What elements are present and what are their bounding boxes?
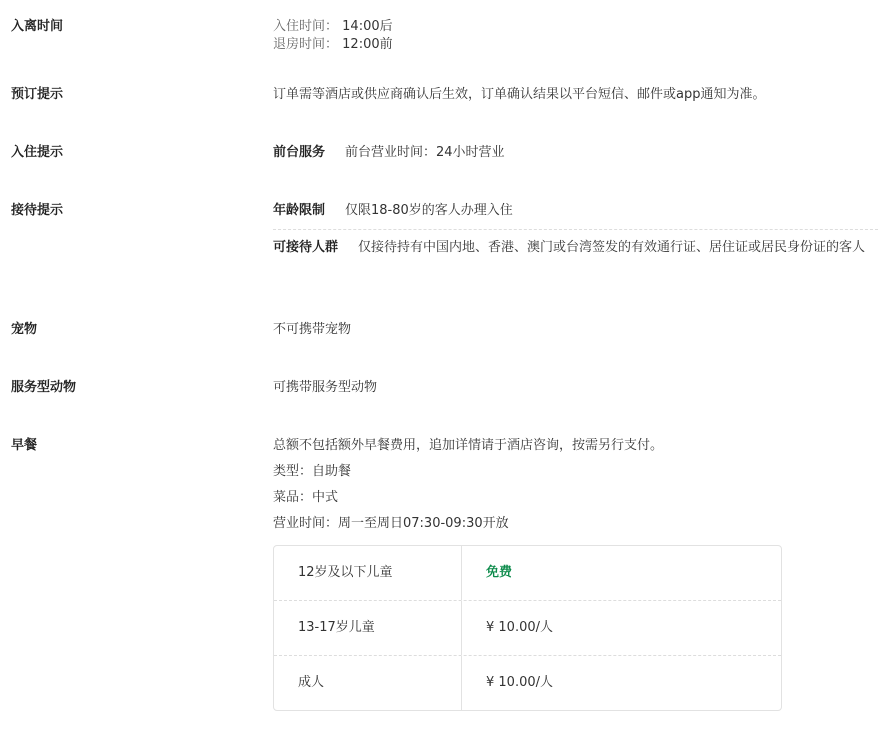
front-desk-hours: 前台营业时间：24小时营业 bbox=[345, 145, 505, 160]
table-row bbox=[274, 656, 781, 710]
policy-label-reception-notice: 接待提示 bbox=[11, 203, 64, 218]
age-limit-title: 年龄限制 bbox=[273, 203, 326, 218]
front-desk-line bbox=[273, 145, 878, 161]
breakfast-type: 类型：自助餐 bbox=[273, 464, 352, 479]
breakfast-price-group: 成人 bbox=[274, 656, 462, 710]
policy-label-pets: 宠物 bbox=[11, 322, 38, 337]
breakfast-price-value: ¥ 10.00/人 bbox=[486, 675, 553, 690]
booking-notice-text: 订单需等酒店或供应商确认后生效，订单确认结果以平台短信、邮件或app通知为准。 bbox=[273, 87, 766, 102]
policy-label-checkin-notice: 入住提示 bbox=[11, 145, 64, 160]
breakfast-price-group: 13-17岁儿童 bbox=[274, 601, 462, 655]
policy-content-reception-notice bbox=[273, 203, 878, 256]
accepted-guests-text: 仅接待持有中国内地、香港、澳门或台湾签发的有效通行证、居住证或居民身份证的客人 bbox=[358, 240, 866, 255]
age-limit-line bbox=[273, 203, 878, 219]
policy-content-breakfast bbox=[273, 438, 878, 532]
checkin-time-key: 入住时间： bbox=[273, 19, 339, 34]
accepted-guests-line bbox=[273, 240, 878, 256]
age-limit-text: 仅限18-80岁的客人办理入住 bbox=[345, 203, 513, 218]
policy-content-checkin-checkout bbox=[273, 19, 878, 53]
policy-content-checkin-notice bbox=[273, 145, 878, 161]
policy-label-service-animals: 服务型动物 bbox=[11, 380, 77, 395]
policy-label-booking-notice: 预订提示 bbox=[11, 87, 64, 102]
breakfast-hours: 营业时间：周一至周日07:30-09:30开放 bbox=[273, 516, 509, 531]
accepted-guests-title: 可接待人群 bbox=[273, 240, 339, 255]
breakfast-price-value: ¥ 10.00/人 bbox=[486, 620, 553, 635]
policy-label-checkin-checkout: 入离时间 bbox=[11, 19, 64, 34]
checkout-time-value: 12:00前 bbox=[342, 37, 393, 52]
policy-content-booking-notice bbox=[273, 87, 878, 103]
checkin-time-line bbox=[273, 19, 878, 35]
pets-text: 不可携带宠物 bbox=[273, 322, 352, 337]
table-row bbox=[274, 601, 781, 656]
policy-content-pets bbox=[273, 322, 878, 338]
table-row bbox=[274, 546, 781, 601]
service-animals-text: 可携带服务型动物 bbox=[273, 380, 378, 395]
front-desk-title: 前台服务 bbox=[273, 145, 326, 160]
breakfast-cuisine: 菜品：中式 bbox=[273, 490, 339, 505]
policy-content-service-animals bbox=[273, 380, 878, 396]
breakfast-price-table bbox=[273, 545, 782, 711]
reception-divider bbox=[273, 229, 878, 230]
checkout-time-key: 退房时间： bbox=[273, 37, 339, 52]
breakfast-price-group: 12岁及以下儿童 bbox=[274, 546, 462, 600]
checkin-time-value: 14:00后 bbox=[342, 19, 393, 34]
breakfast-price-value: 免费 bbox=[486, 565, 513, 580]
breakfast-note: 总额不包括额外早餐费用，追加详情请于酒店咨询，按需另行支付。 bbox=[273, 438, 664, 453]
checkout-time-line bbox=[273, 37, 878, 53]
policy-label-breakfast: 早餐 bbox=[11, 438, 38, 453]
